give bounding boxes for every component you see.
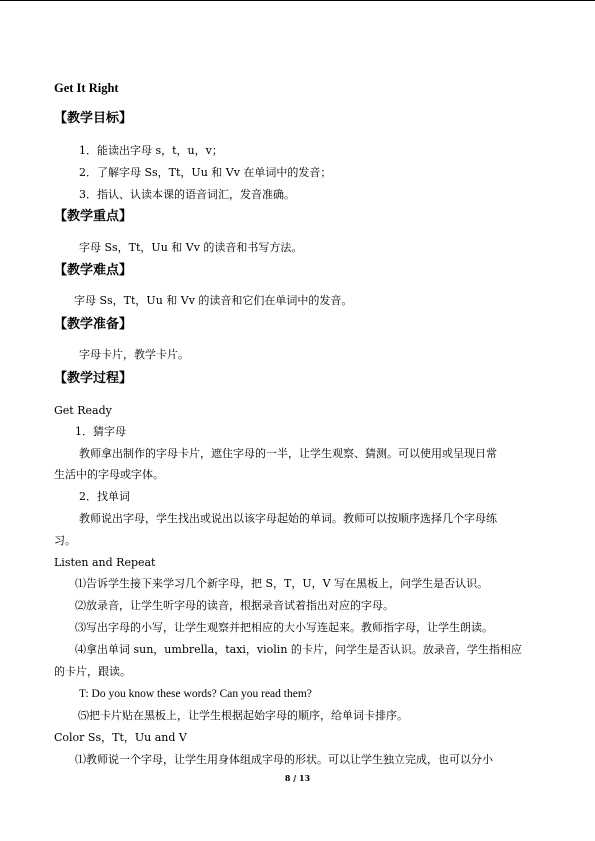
listen-repeat-p2: ⑵放录音，让学生听字母的读音，根据录音试着指出对应的字母。 (75, 599, 394, 612)
step1-line1: 教师拿出制作的字母卡片，遮住字母的一半，让学生观察、猜测。可以使用或呈现日常 (79, 447, 497, 460)
step1-line2: 生活中的字母或字体。 (54, 468, 164, 481)
objective-item-3: 3．指认、认读本课的语音词汇，发音准确。 (79, 188, 295, 201)
heading-key-points: 【教学重点】 (54, 209, 133, 224)
difficulties-text: 字母 Ss，Tt，Uu 和 Vv 的读音和它们在单词中的发音。 (74, 294, 353, 307)
objective-item-2: 2．了解字母 Ss，Tt，Uu 和 Vv 在单词中的发音； (79, 166, 332, 179)
page-number: 8 / 13 (284, 773, 311, 783)
heading-objectives: 【教学目标】 (54, 111, 133, 126)
listen-repeat-p4-line1: ⑷拿出单词 sun，umbrella，taxi，violin 的卡片，问学生是否认识。放录音，学生指相应 (75, 643, 522, 656)
key-points-text: 字母 Ss，Tt，Uu 和 Vv 的读音和书写方法。 (79, 241, 303, 254)
get-ready-label: Get Ready (54, 404, 112, 417)
objective-item-1: 1．能读出字母 s，t，u，v； (79, 144, 223, 157)
heading-process: 【教学过程】 (54, 371, 133, 386)
listen-repeat-p3: ⑶写出字母的小写，让学生观察并把相应的大小写连起来。教师指字母，让学生朗读。 (75, 621, 493, 634)
dialogue-line: T: Do you know these words? Can you read them? (79, 688, 312, 700)
step2-line2: 习。 (54, 534, 76, 547)
heading-preparation: 【教学准备】 (54, 317, 133, 332)
step1-title: 1．猜字母 (75, 425, 126, 438)
listen-repeat-p5: ⑸把卡片贴在黑板上，让学生根据起始字母的顺序，给单词卡排序。 (78, 709, 408, 722)
heading-difficulties: 【教学难点】 (54, 263, 133, 278)
color-p1: ⑴教师说一个字母，让学生用身体组成字母的形状。可以让学生独立完成，也可以分小 (75, 753, 493, 766)
listen-repeat-label: Listen and Repeat (54, 556, 156, 569)
listen-repeat-p4-line2: 的卡片，跟读。 (54, 665, 131, 678)
color-label: Color Ss，Tt，Uu and V (54, 731, 187, 744)
lesson-title: Get It Right (54, 81, 119, 95)
preparation-text: 字母卡片，教学卡片。 (79, 348, 189, 361)
page-top-border (0, 0, 595, 1)
listen-repeat-p1: ⑴告诉学生接下来学习几个新字母，把 S，T，U，V 写在黑板上，问学生是否认识。 (75, 577, 489, 590)
step2-line1: 教师说出字母，学生找出或说出以该字母起始的单词。教师可以按顺序选择几个字母练 (79, 512, 497, 525)
step2-title: 2．找单词 (79, 490, 130, 503)
